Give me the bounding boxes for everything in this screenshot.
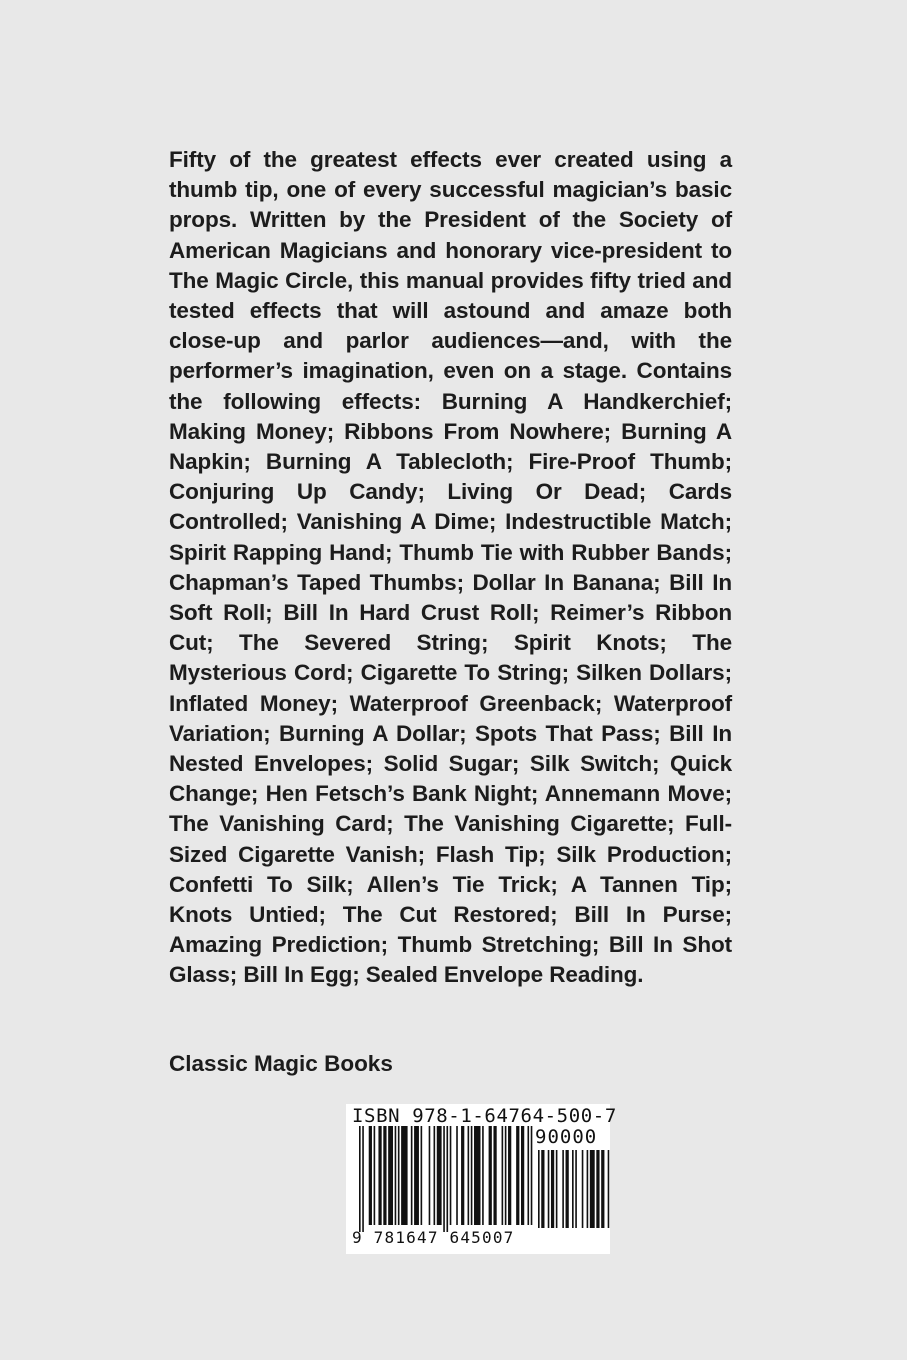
barcode-bar (398, 1126, 400, 1225)
barcode-bar (414, 1126, 419, 1225)
barcode-bar (446, 1126, 448, 1232)
barcode-bar (369, 1126, 372, 1225)
barcode-digits: 9 781647 645007 (352, 1228, 515, 1247)
barcode-bar (590, 1150, 595, 1228)
barcode-bar (443, 1126, 445, 1232)
back-cover-description: Fifty of the greatest effects ever created using a thumb tip, one of every successful magician’s basic props. Written by the President of the Society of American Magicians and honorary vice-president to The Magic Circle, this manual provides fifty tried and tested effects that will astound and amaze both close-up and parlor audiences—and, with the performer’s imagination, even on a stage. Contains the following effects: Burning A Handkerchief; Making Money; Ribbons From Nowhere; Burning A Napkin; Burning A Tablecloth; Fire-Proof Thumb; Conjuring Up Candy; Living Or Dead; Cards Controlled; Vanishing A Dime; Indestructible Match; Spirit Rapping Hand; Thumb Tie with Rubber Bands; Chapman’s Taped Thumbs; Dollar In Banana; Bill In Soft Roll; Bill In Hard Crust Roll; Reimer’s Ribbon Cut; The Severed String; Spirit Knots; The Mysterious Cord; Cigarette To String; Silken Dollars; Inflated Money; Waterproof Greenback; Waterproof Variation; Burning A Dollar; Spots That Pass; Bill In Nested Envelopes; Solid Sugar; Silk Switch; Quick Change; Hen Fetsch’s Bank Night; Annemann Move; The Vanishing Card; The Vanishing Cigarette; Full-Sized Cigarette Vanish; Flash Tip; Silk Production; Confetti To Silk; Allen’s Tie Trick; A Tannen Tip; Knots Untied; The Cut Restored; Bill In Purse; Amazing Prediction; Thumb Stretching; Bill In Shot Glass; Bill In Egg; Sealed Envelope Reading. (169, 147, 732, 988)
barcode-bar (437, 1126, 442, 1225)
barcode-bar (582, 1150, 584, 1228)
barcode-bar (401, 1126, 407, 1225)
barcode-bar (411, 1126, 413, 1225)
barcode-bar (421, 1126, 423, 1225)
barcode-bar (538, 1150, 540, 1228)
barcode-bar (505, 1126, 507, 1225)
barcode-bar (541, 1150, 544, 1228)
barcode-bar (489, 1126, 492, 1225)
barcode-bar (531, 1126, 533, 1225)
barcode-bar (362, 1126, 364, 1232)
isbn-barcode (346, 1104, 617, 1254)
barcode-bar (521, 1126, 524, 1225)
barcode-bar (388, 1126, 393, 1225)
barcode-bar (508, 1126, 511, 1225)
barcode-bar (429, 1126, 431, 1225)
barcode-bar (395, 1126, 397, 1225)
barcode-bar (383, 1126, 386, 1225)
barcode-bar (474, 1126, 480, 1225)
barcode-bar (572, 1150, 574, 1228)
isbn-label: ISBN 978-1-64764-500-7 (352, 1105, 617, 1127)
barcode-bar (601, 1150, 604, 1228)
barcode-bar (566, 1150, 569, 1228)
barcode-bar (556, 1150, 558, 1228)
barcode-bar (516, 1126, 519, 1225)
barcode-bar (374, 1126, 376, 1225)
barcode-bar (359, 1126, 361, 1232)
barcode-bar (596, 1150, 599, 1228)
barcode-bar (502, 1126, 504, 1225)
barcode-bar (471, 1126, 473, 1225)
barcode-bar (527, 1126, 529, 1225)
barcode-bar (575, 1150, 577, 1228)
barcode-bar (468, 1126, 470, 1225)
barcode-bar (450, 1126, 452, 1225)
barcode-bar (551, 1150, 554, 1228)
barcode-bar (378, 1126, 381, 1225)
barcode-bar (493, 1126, 496, 1225)
price-addon-code: 90000 (535, 1126, 598, 1148)
barcode-bar (587, 1150, 589, 1228)
publisher-name: Classic Magic Books (169, 1051, 393, 1076)
barcode-bar (461, 1126, 464, 1225)
barcode-bar (482, 1126, 484, 1225)
barcode-bar (562, 1150, 564, 1228)
barcode-bar (548, 1150, 550, 1228)
barcode-bar (456, 1126, 458, 1225)
barcode-bar (434, 1126, 436, 1225)
barcode-bar (608, 1150, 610, 1228)
